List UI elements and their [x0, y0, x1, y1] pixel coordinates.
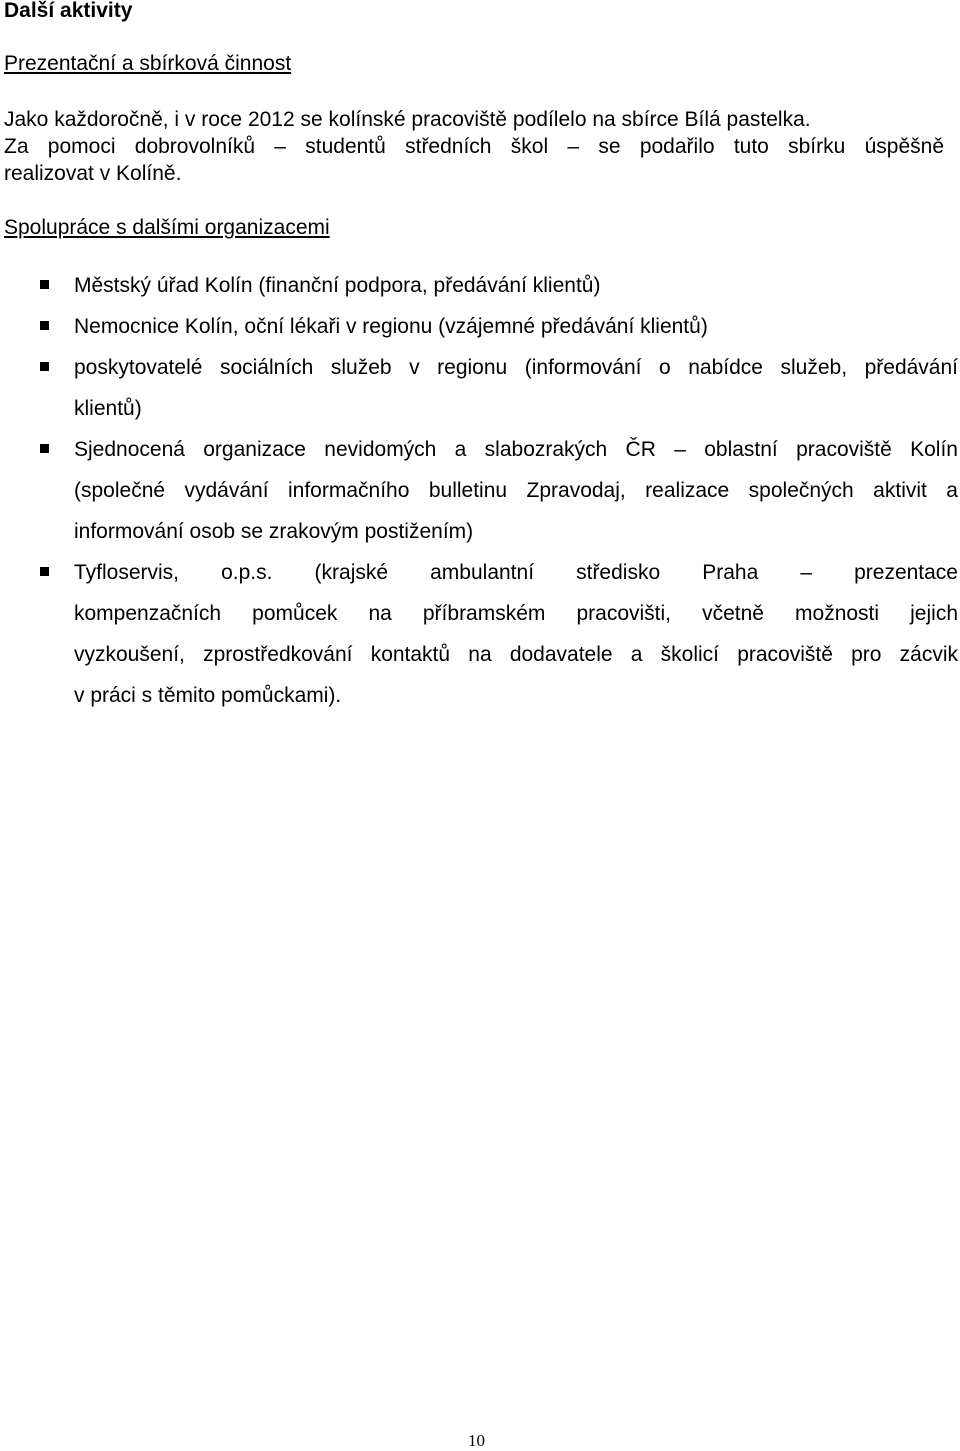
cooperation-list [4, 265, 958, 716]
paragraph-line: realizovat v Kolíně. [4, 162, 182, 185]
list-item [4, 347, 958, 429]
list-item-line: Tyfloservis, o.p.s. (krajské ambulantní středisko Praha – prezentace [74, 561, 958, 584]
square-bullet-icon [40, 567, 49, 576]
list-item-line: informování osob se zrakovým postižením) [74, 520, 474, 543]
page-heading: Další aktivity [4, 0, 133, 22]
list-item-line: vyzkoušení, zprostředkování kontaktů na dodavatele a školicí pracoviště pro zácvik [74, 643, 958, 666]
list-item-line: kompenzačních pomůcek na příbramském pracovišti, včetně možnosti jejich [74, 602, 958, 625]
list-item-line: v práci s těmito pomůckami). [74, 684, 342, 707]
page-number: 10 [468, 1431, 485, 1450]
list-item-line: poskytovatelé sociálních služeb v regionu (informování o nabídce služeb, předávání [74, 356, 958, 379]
square-bullet-icon [40, 444, 49, 453]
square-bullet-icon [40, 362, 49, 371]
section-title-cooperation: Spolupráce s dalšími organizacemi [4, 216, 330, 239]
section-title-presentation: Prezentační a sbírková činnost [4, 52, 292, 75]
list-item [4, 306, 958, 347]
presentation-paragraph [4, 106, 944, 187]
list-item [4, 265, 958, 306]
square-bullet-icon [40, 321, 49, 330]
list-item-line: Městský úřad Kolín (finanční podpora, předávání klientů) [74, 274, 601, 297]
paragraph-line: Jako každoročně, i v roce 2012 se kolínské pracoviště podílelo na sbírce Bílá pastelka. [4, 108, 811, 131]
list-item [4, 429, 958, 552]
list-item-line: Nemocnice Kolín, oční lékaři v regionu (vzájemné předávání klientů) [74, 315, 708, 338]
list-item-line: klientů) [74, 397, 142, 420]
list-item [4, 552, 958, 716]
list-item-line: (společné vydávání informačního bulletinu Zpravodaj, realizace společných aktivit a [74, 479, 958, 502]
square-bullet-icon [40, 280, 49, 289]
paragraph-line: Za pomoci dobrovolníků – studentů středních škol – se podařilo tuto sbírku úspěšně [4, 135, 944, 158]
list-item-line: Sjednocená organizace nevidomých a slabozrakých ČR – oblastní pracoviště Kolín [74, 438, 958, 461]
